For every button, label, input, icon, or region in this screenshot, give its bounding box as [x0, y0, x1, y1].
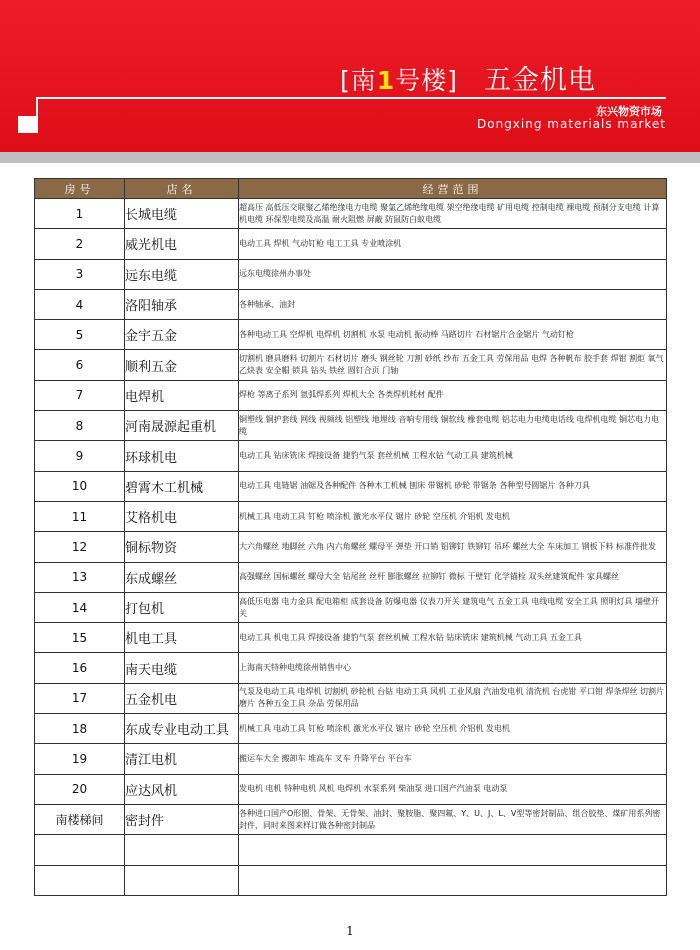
table-row	[35, 562, 667, 592]
shop-name	[125, 835, 239, 865]
table-row	[35, 289, 667, 319]
room-number: 9	[35, 441, 125, 471]
room-number: 8	[35, 411, 125, 441]
shop-name: 金宇五金	[125, 320, 239, 350]
room-number: 19	[35, 744, 125, 774]
shop-name: 铜标物资	[125, 532, 239, 562]
table-row	[35, 229, 667, 259]
room-number: 7	[35, 380, 125, 410]
table-row	[35, 471, 667, 501]
table-row	[35, 259, 667, 289]
business-scope: 铜塑线 铜护套线 网线 视频线 铝塑线 地埋线 音响专用线 铜软线 橡套电缆 铝芯电力电缆电话线 电焊机电缆 铜芯电力电缆	[239, 411, 667, 441]
room-number: 10	[35, 471, 125, 501]
shop-name: 长城电缆	[125, 199, 239, 229]
table-row	[35, 441, 667, 471]
business-scope: 超高压 高低压交联聚乙烯绝缘电力电缆 聚氯乙烯绝缘电缆 架空绝缘电缆 矿用电缆 控制电缆 裸电缆 预制分支电缆 计算机电缆 环保型电缆及高温 耐火阻燃 屏蔽 防鼠防白蚁电缆	[239, 199, 667, 229]
table-row	[35, 320, 667, 350]
business-scope: 高低压电器 电力金具 配电箱柜 成套设备 防爆电器 仪表刀开关 建筑电气 五金工具 电线电缆 安全工具 照明灯具 墙壁开关	[239, 592, 667, 622]
header-banner	[0, 0, 700, 152]
business-scope: 电动工具 电链锯 油锯及各种配件 各种木工机械 刨床 带锯机 砂轮 带锯条 各种型号圆锯片 各种刀具	[239, 471, 667, 501]
room-number: 3	[35, 259, 125, 289]
title-category: 五金机电	[483, 65, 596, 96]
title-building-prefix: [南	[340, 66, 377, 95]
room-number: 4	[35, 289, 125, 319]
business-scope: 各种电动工具 空焊机 电焊机 切割机 水泵 电动机 振动棒 马路切片 石材锯片合金锯片 气动钉枪	[239, 320, 667, 350]
table-row	[35, 835, 667, 865]
header-corner-line	[36, 99, 38, 133]
room-number: 11	[35, 501, 125, 531]
business-scope: 高强螺丝 国标螺丝 螺母大全 钻尾丝 丝杆 膨胀螺丝 拉铆钉 微标 干壁钉 化学锚栓 双头丝建筑配件 家具螺丝	[239, 562, 667, 592]
room-number: 南楼梯间	[35, 804, 125, 834]
room-number: 12	[35, 532, 125, 562]
shop-name: 环球机电	[125, 441, 239, 471]
table-row	[35, 380, 667, 410]
room-number: 13	[35, 562, 125, 592]
business-scope: 各种进口国产O形圈、骨架、无骨架、油封、聚胺脂、聚四氟、Y、U、J、L、V型等密封制品、组合胶垫、煤矿用系列密封件，同时来图来样订做各种密封制品	[239, 804, 667, 834]
room-number	[35, 865, 125, 895]
shop-name: 威光机电	[125, 229, 239, 259]
room-number: 16	[35, 653, 125, 683]
header-divider-line	[36, 97, 666, 99]
shop-name: 艾格机电	[125, 501, 239, 531]
shop-name: 密封件	[125, 804, 239, 834]
title-building-number: 1	[376, 66, 396, 95]
shop-name: 顺利五金	[125, 350, 239, 380]
table-row	[35, 714, 667, 744]
business-scope: 上海南天特种电缆徐州销售中心	[239, 653, 667, 683]
business-scope: 大六角螺丝 地脚丝 六角 内六角螺丝 螺母平 弹垫 开口销 铝铆钉 铁铆钉 吊环 螺丝大全 车床加工 钢板下料 标准件批发	[239, 532, 667, 562]
business-scope: 机械工具 电动工具 钉枪 喷涂机 激光水平仪 锯片 砂轮 空压机 介铝机 发电机	[239, 501, 667, 531]
shop-name: 东成螺丝	[125, 562, 239, 592]
business-scope: 搬运车大全 搬卸车 堆高车 叉车 升降平台 平台车	[239, 744, 667, 774]
business-scope: 电动工具 钻床铣床 焊接设备 捷豹气泵 套丝机械 工程水钻 气动工具 建筑机械	[239, 441, 667, 471]
table-row	[35, 350, 667, 380]
page-title	[340, 58, 596, 97]
table-row	[35, 774, 667, 804]
table-row	[35, 199, 667, 229]
room-number	[35, 835, 125, 865]
shop-name: 洛阳轴承	[125, 289, 239, 319]
table-row	[35, 592, 667, 622]
table-row	[35, 804, 667, 834]
shop-name: 清江电机	[125, 744, 239, 774]
room-number: 14	[35, 592, 125, 622]
table-row	[35, 865, 667, 895]
header-corner-square	[18, 116, 36, 133]
header-room: 房号	[35, 179, 125, 199]
shop-name: 远东电缆	[125, 259, 239, 289]
header-scope: 经营范围	[239, 179, 667, 199]
business-scope	[239, 835, 667, 865]
header-shop: 店名	[125, 179, 239, 199]
business-scope: 电动工具 机电工具 焊接设备 捷豹气泵 套丝机械 工程水钻 钻床铣床 建筑机械 气动工具 五金工具	[239, 623, 667, 653]
header-grey-strip	[0, 152, 700, 163]
room-number: 1	[35, 199, 125, 229]
shop-name: 碧霄木工机械	[125, 471, 239, 501]
business-scope: 电动工具 焊机 气动钉枪 电工工具 专业喷涂机	[239, 229, 667, 259]
room-number: 5	[35, 320, 125, 350]
shop-name: 应达风机	[125, 774, 239, 804]
shop-name: 东成专业电动工具	[125, 714, 239, 744]
business-scope	[239, 865, 667, 895]
business-scope: 各种轴承、油封	[239, 289, 667, 319]
table-row	[35, 501, 667, 531]
room-number: 17	[35, 683, 125, 713]
shop-name: 电焊机	[125, 380, 239, 410]
shop-name: 五金机电	[125, 683, 239, 713]
room-number: 2	[35, 229, 125, 259]
table-row	[35, 411, 667, 441]
market-name-cn: 东兴物资市场	[596, 105, 662, 118]
room-number: 20	[35, 774, 125, 804]
table-row	[35, 623, 667, 653]
business-scope: 切割机 磨具磨料 切割片 石材切片 磨头 钢丝轮 刀割 砂纸 纱布 五金工具 劳保用品 电焊 各种帆布 胶手套 焊钳 割炬 氧气 乙炔表 安全帽 锁具 钻头 铁丝 圆钉合页 门轴	[239, 350, 667, 380]
table-row	[35, 744, 667, 774]
business-scope: 焊枪 等离子系列 氩弧焊系列 焊机大全 各类焊机耗材 配件	[239, 380, 667, 410]
table-row	[35, 653, 667, 683]
market-name-en: Dongxing materials market	[476, 117, 666, 131]
table-row	[35, 532, 667, 562]
room-number: 6	[35, 350, 125, 380]
shop-name: 南天电缆	[125, 653, 239, 683]
room-number: 18	[35, 714, 125, 744]
shop-directory-table	[34, 178, 667, 896]
shop-name	[125, 865, 239, 895]
business-scope: 机械工具 电动工具 钉枪 喷涂机 激光水平仪 锯片 砂轮 空压机 介铝机 发电机	[239, 714, 667, 744]
title-building-suffix: 号楼]	[395, 66, 458, 95]
business-scope: 气泵及电动工具 电焊机 切割机 砂轮机 台钻 电动工具 风机 工业风扇 汽油发电机 清洗机 台虎钳 平口钳 焊条焊丝 切割片 磨片 各种五金工具 杂品 劳保用品	[239, 683, 667, 713]
business-scope: 远东电缆徐州办事处	[239, 259, 667, 289]
shop-name: 机电工具	[125, 623, 239, 653]
shop-name: 河南晟源起重机	[125, 411, 239, 441]
room-number: 15	[35, 623, 125, 653]
table-header-row	[35, 179, 667, 199]
business-scope: 发电机 电机 特种电机 风机 电焊机 水泵系列 柴油泵 进口国产汽油泵 电动泵	[239, 774, 667, 804]
shop-name: 打包机	[125, 592, 239, 622]
page-number: 1	[346, 924, 354, 938]
table-row	[35, 683, 667, 713]
